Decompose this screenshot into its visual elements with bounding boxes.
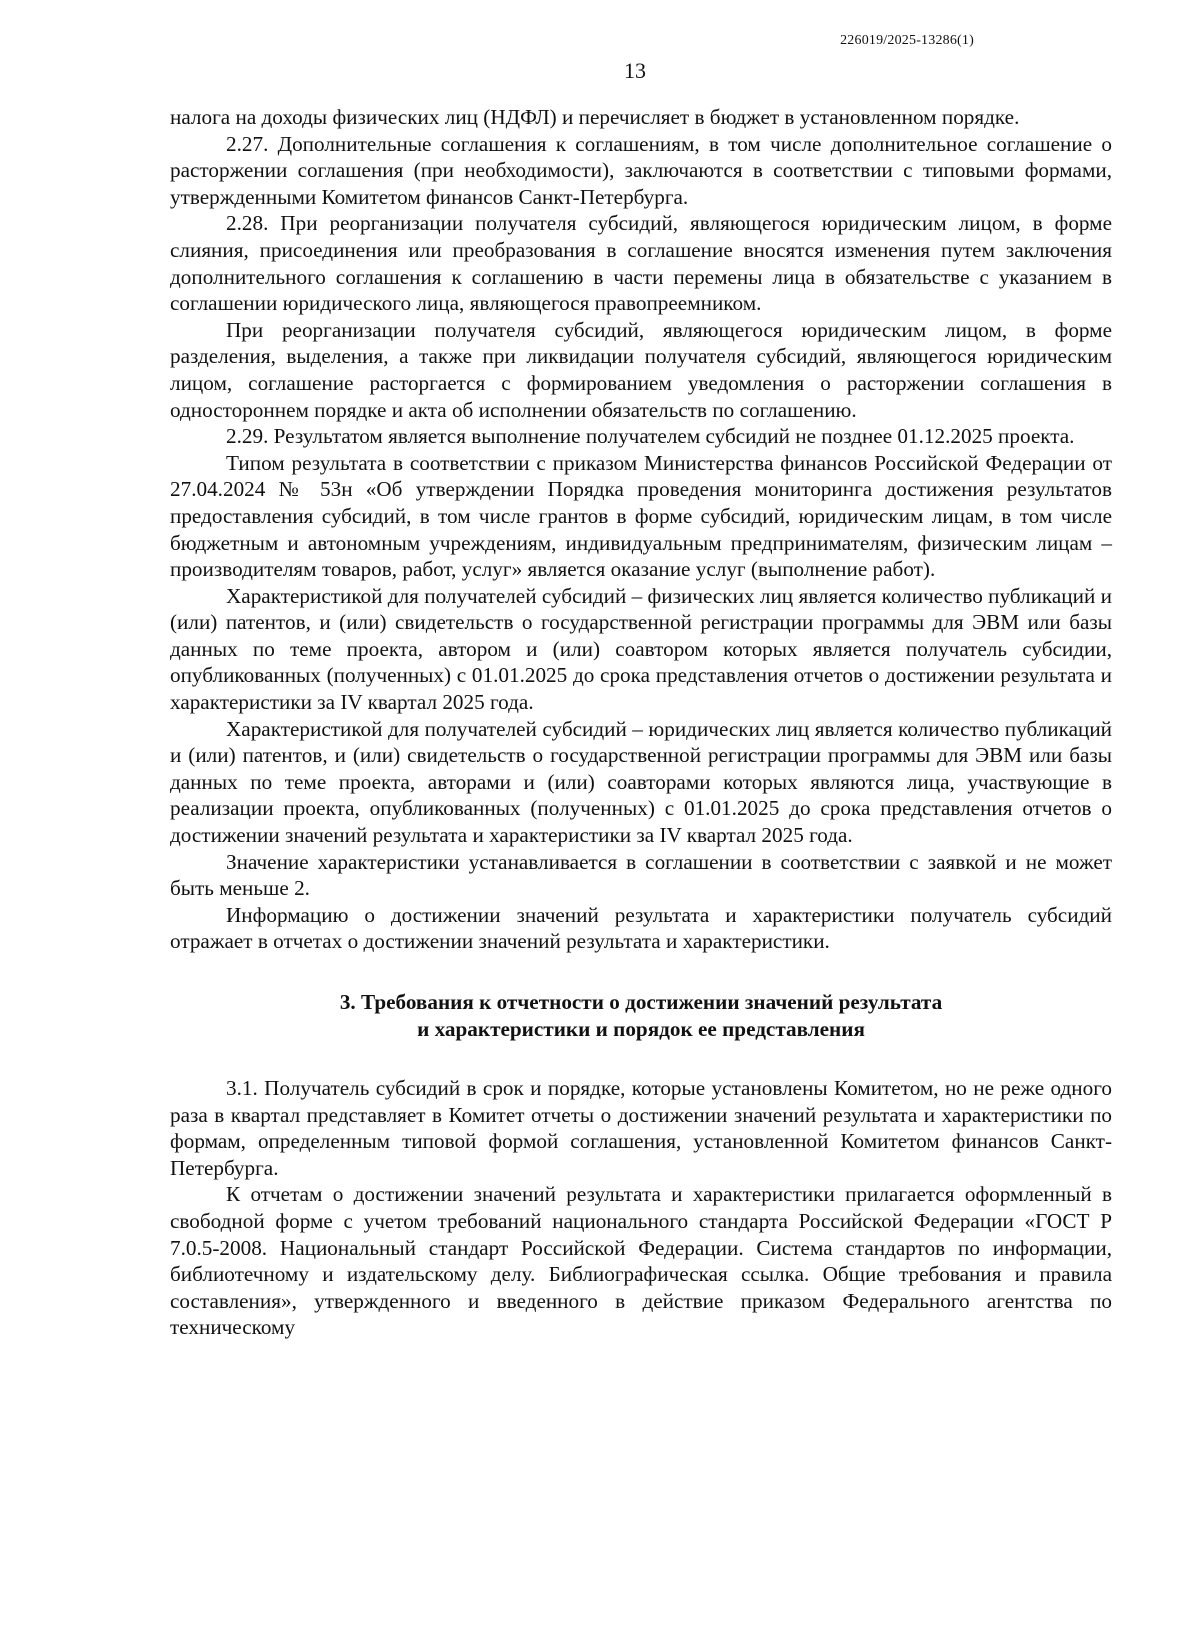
paragraph-2-28: 2.28. При реорганизации получателя субсидий, являющегося юридическим лицом, в форме слияния, присоединения или преобразования в соглашение вносятся изменения путем заключения дополнительного соглашения к соглашению в части перемены лица в обязательстве с указанием в соглашении юридического лица, являющегося правопреемником. xyxy=(170,211,1112,316)
document-registration-number: 226019/2025-13286(1) xyxy=(840,33,974,48)
section-3-heading-line-1: 3. Требования к отчетности о достижении значений результата xyxy=(339,990,943,1014)
paragraph-characteristic-legal-entities: Характеристикой для получателей субсидий – юридических лиц является количество публикаций и (или) патентов, и (или) свидетельств о государственной регистрации программы для ЭВМ или базы данных по теме проекта, авторами и (или) соавторами которых являются лица, участвующие в реализации проекта, опубликованных (полученных) с 01.01.2025 до срока представления отчетов о достижении значений результата и характеристики за IV квартал 2025 года. xyxy=(170,716,1112,848)
paragraph-reorganization: При реорганизации получателя субсидий, являющегося юридическим лицом, в форме разделения, выделения, а также при ликвидации получателя субсидий, являющегося юридическим лицом, соглашение расторгается с формированием уведомления о расторжении соглашения в одностороннем порядке и акта об исполнении обязательств по соглашению. xyxy=(170,317,1112,422)
paragraph-3-1: 3.1. Получатель субсидий в срок и порядке, которые установлены Комитетом, но не реже одного раза в квартал представляет в Комитет отчеты о достижении значений результата и характеристики по формам, определенным типовой формой соглашения, установленной Комитетом финансов Санкт-Петербурга. xyxy=(170,1076,1112,1180)
paragraph-characteristic-value: Значение характеристики устанавливается в соглашении в соответствии с заявкой и не может быть меньше 2. xyxy=(170,849,1112,901)
paragraph-reporting-info: Информацию о достижении значений результата и характеристики получатель субсидий отражает в отчетах о достижении значений результата и характеристики. xyxy=(170,902,1112,954)
section-3-heading-line-2: и характеристики и порядок ее представления xyxy=(417,1017,865,1041)
paragraph-result-type: Типом результата в соответствии с приказом Министерства финансов Российской Федерации от 27.04.2024 № 53н «Об утверждении Порядка проведения мониторинга достижения результатов предоставления субсидий, в том числе грантов в форме субсидий, юридическим лицам, в том числе бюджетным и автономным учреждениям, индивидуальным предпринимателям, физическим лицам – производителям товаров, работ, услуг» является оказание услуг (выполнение работ). xyxy=(170,450,1112,582)
paragraph-continuation: налога на доходы физических лиц (НДФЛ) и перечисляет в бюджет в установленном порядке. xyxy=(170,105,1020,129)
document-body xyxy=(170,104,1112,1341)
paragraph-report-attachment: К отчетам о достижении значений результата и характеристики прилагается оформленный в свободной форме с учетом требований национального стандарта Российской Федерации «ГОСТ Р 7.0.5-2008. Национальный стандарт Российской Федерации. Система стандартов по информации, библиотечному и издательскому делу. Библиографическая ссылка. Общие требования и правила составления», утвержденного и введенного в действие приказом Федерального агентства по техническому xyxy=(170,1182,1112,1340)
page-number: 13 xyxy=(624,58,646,83)
paragraph-2-29: 2.29. Результатом является выполнение получателем субсидий не позднее 01.12.2025 проекта. xyxy=(226,424,1075,449)
section-3-heading xyxy=(170,989,1112,1043)
paragraph-2-27: 2.27. Дополнительные соглашения к соглашениям, в том числе дополнительное соглашение о расторжении соглашения (при необходимости), заключаются в соответствии с типовыми формами, утвержденными Комитетом финансов Санкт-Петербурга. xyxy=(170,131,1112,209)
paragraph-characteristic-individuals: Характеристикой для получателей субсидий – физических лиц является количество публикаций и (или) патентов, и (или) свидетельств о государственной регистрации программы для ЭВМ или базы данных по теме проекта, автором и (или) соавтором которых является получатель субсидии, опубликованных (полученных) с 01.01.2025 до срока представления отчетов о достижении результата и характеристики за IV квартал 2025 года. xyxy=(170,583,1112,715)
